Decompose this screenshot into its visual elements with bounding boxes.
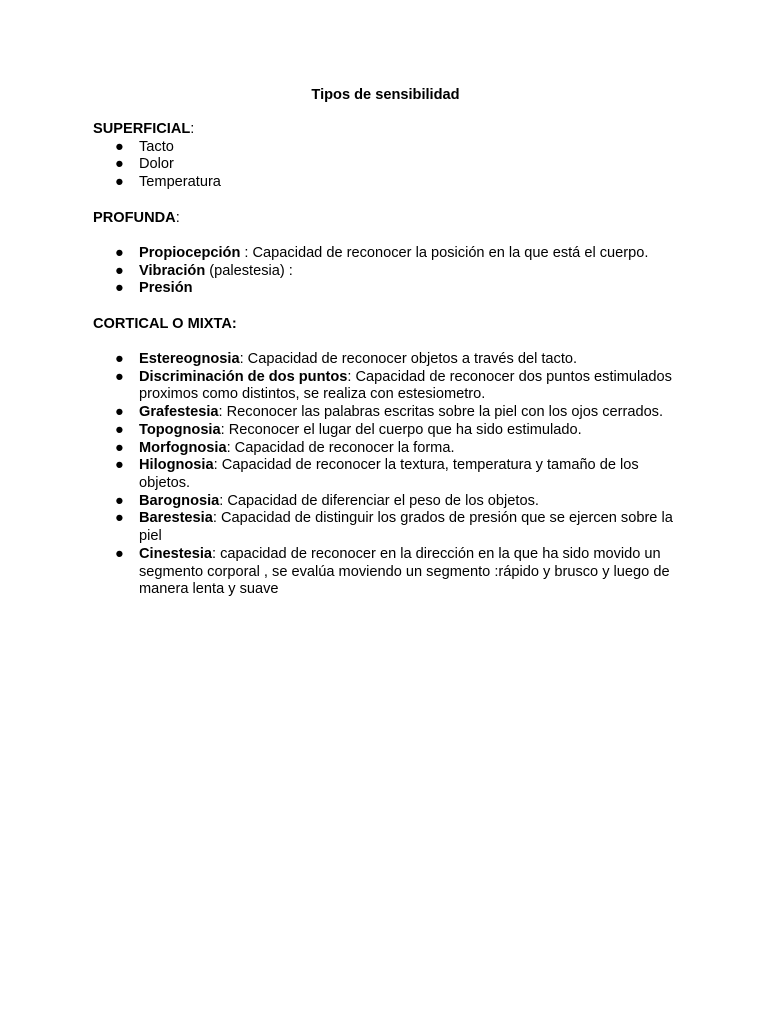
bullet-icon: ● bbox=[115, 156, 124, 173]
list-item bbox=[93, 404, 678, 422]
list-item bbox=[93, 422, 678, 440]
document-page bbox=[93, 86, 678, 599]
list-item-term: Cinestesia bbox=[139, 545, 213, 562]
list-item bbox=[93, 174, 678, 192]
list-item bbox=[93, 457, 678, 492]
list-item-desc: : Capacidad de distinguir los grados de presión que se ejercen sobre la piel bbox=[139, 510, 673, 545]
bullet-icon: ● bbox=[115, 510, 124, 527]
list-item-desc: : Capacidad de reconocer la posición en la que está el cuerpo. bbox=[240, 244, 649, 261]
list-item-term: Barognosia bbox=[139, 492, 220, 509]
list-item-desc: : capacidad de reconocer en la dirección en la que ha sido movido un segmento corporal , se evalúa moviendo un segmento :rápido y brusco y luego de manera lenta y suave bbox=[139, 545, 670, 598]
spacer bbox=[93, 192, 678, 210]
list-item-term: Barestesia bbox=[139, 510, 213, 527]
section-heading-superficial bbox=[93, 121, 678, 139]
section-heading-profunda bbox=[93, 210, 678, 228]
list-item-desc: : Capacidad de diferenciar el peso de los objetos. bbox=[219, 492, 539, 509]
bullet-icon: ● bbox=[115, 492, 124, 509]
list-item-desc: : Reconocer el lugar del cuerpo que ha sido estimulado. bbox=[220, 421, 582, 438]
bullet-icon: ● bbox=[115, 439, 124, 456]
bullet-icon: ● bbox=[115, 368, 124, 385]
list-item bbox=[93, 546, 678, 599]
list-item bbox=[93, 510, 678, 545]
list-item-term: Grafestesia bbox=[139, 404, 219, 421]
list-item-term: Morfognosia bbox=[139, 439, 227, 456]
bullet-icon: ● bbox=[115, 138, 124, 155]
spacer bbox=[93, 104, 678, 121]
list-item bbox=[93, 369, 678, 404]
list-item bbox=[93, 493, 678, 511]
bullet-icon: ● bbox=[115, 351, 124, 368]
bullet-icon: ● bbox=[115, 280, 124, 297]
document-title: Tipos de sensibilidad bbox=[311, 87, 460, 103]
list-item-desc: : Reconocer las palabras escritas sobre la piel con los ojos cerrados. bbox=[218, 404, 664, 421]
list-item bbox=[93, 280, 678, 298]
list-item-desc: (palestesia) : bbox=[205, 262, 293, 279]
list-item-term: Topognosia bbox=[139, 421, 221, 438]
list-item-text: Temperatura bbox=[139, 174, 221, 191]
list-item-desc: : Capacidad de reconocer la textura, temperatura y tamaño de los objetos. bbox=[139, 457, 639, 491]
section-heading-profunda-label: PROFUNDA bbox=[93, 209, 176, 226]
spacer bbox=[93, 298, 678, 316]
superficial-list bbox=[93, 139, 678, 192]
list-item bbox=[93, 263, 678, 281]
bullet-icon: ● bbox=[115, 457, 124, 474]
list-item-term: Presión bbox=[139, 280, 193, 297]
section-heading-superficial-label: SUPERFICIAL bbox=[93, 121, 191, 137]
bullet-icon: ● bbox=[115, 174, 124, 191]
list-item-text: Tacto bbox=[139, 138, 174, 155]
list-item-desc: : Capacidad de reconocer la forma. bbox=[226, 439, 455, 456]
list-item-term: Vibración bbox=[139, 262, 206, 279]
bullet-icon: ● bbox=[115, 244, 124, 261]
list-item-desc: : Capacidad de reconocer dos puntos estimulados proximos como distintos, se realiza con estesiometro. bbox=[139, 368, 672, 403]
profunda-list bbox=[93, 245, 678, 298]
bullet-icon: ● bbox=[115, 545, 124, 562]
list-item bbox=[93, 139, 678, 157]
bullet-icon: ● bbox=[115, 421, 124, 438]
list-item-text: Dolor bbox=[139, 156, 174, 173]
list-item bbox=[93, 440, 678, 458]
list-item bbox=[93, 156, 678, 174]
list-item-term: Discriminación de dos puntos bbox=[139, 368, 348, 385]
list-item-term: Hilognosia bbox=[139, 457, 214, 474]
bullet-icon: ● bbox=[115, 262, 124, 279]
spacer bbox=[93, 227, 678, 245]
list-item-desc: : Capacidad de reconocer objetos a través del tacto. bbox=[239, 351, 578, 368]
spacer bbox=[93, 333, 678, 351]
list-item bbox=[93, 245, 678, 263]
cortical-list bbox=[93, 351, 678, 599]
list-item-term: Estereognosia bbox=[139, 351, 240, 368]
section-heading-cortical: CORTICAL O MIXTA: bbox=[93, 315, 237, 332]
list-item bbox=[93, 351, 678, 369]
section-heading-superficial-suffix: : bbox=[190, 121, 195, 137]
bullet-icon: ● bbox=[115, 404, 124, 421]
section-heading-profunda-suffix: : bbox=[175, 209, 180, 226]
list-item-term: Propiocepción bbox=[139, 244, 241, 261]
